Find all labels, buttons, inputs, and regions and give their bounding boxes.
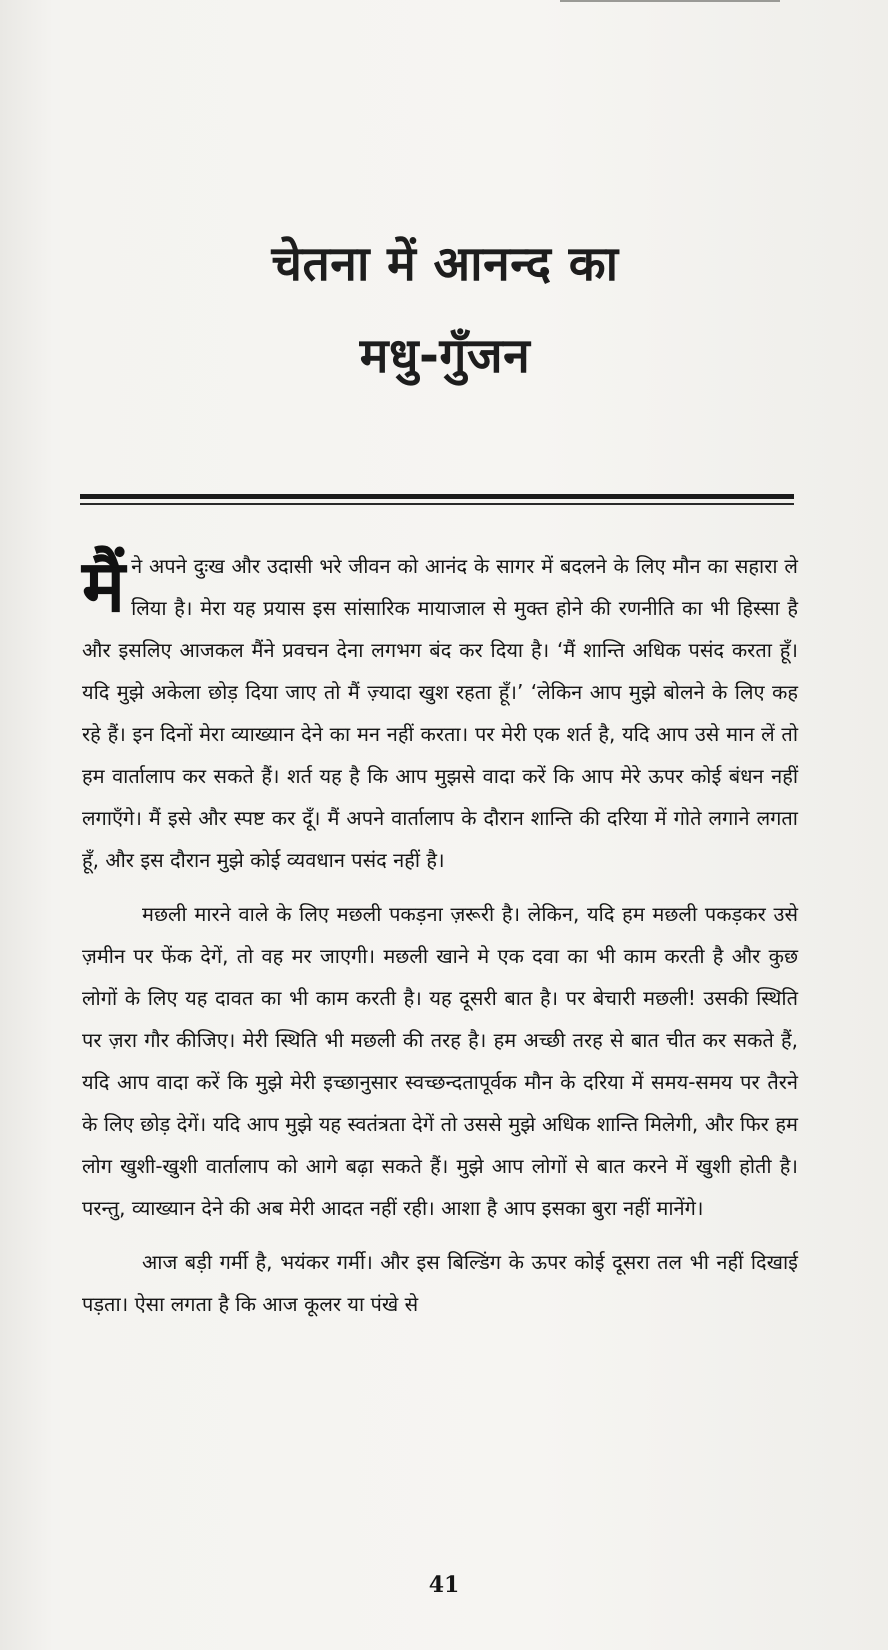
paragraph-1-text: ने अपने दुःख और उदासी भरे जीवन को आनंद के सागर में बदलने के लिए मौन का सहारा ले लिया है। मेरा यह प्रयास इस सांसारिक मायाजाल से मुक्त होने की रणनीति का भी हिस्सा है और इसलिए आजकल मैंने प्रवचन देना लगभग बंद कर दिया है। ‘मैं शान्ति अधिक पसंद करता हूँ। यदि मुझे अकेला छोड़ दिया जाए तो मैं ज़्यादा खुश रहता हूँ।’ ‘लेकिन आप मुझे बोलने के लिए कह रहे हैं। इन दिनों मेरा व्याख्यान देने का मन नहीं करता। पर मेरी एक शर्त है, यदि आप उसे मान लें तो हम वार्तालाप कर सकते हैं। शर्त यह है कि आप मुझसे वादा करें कि आप मेरे ऊपर कोई बंधन नहीं लगाएँगे। मैं इसे और स्पष्ट कर दूँ। मैं अपने वार्तालाप के दौरान शान्ति की दरिया में गोते लगाने लगता हूँ, और इस दौरान मुझे कोई व्यवधान पसंद नहीं है। xyxy=(82,554,798,872)
page-number: 41 xyxy=(428,1572,460,1598)
paragraph-3: आज बड़ी गर्मी है, भयंकर गर्मी। और इस बिल्डिंग के ऊपर कोई दूसरा तल भी नहीं दिखाई पड़ता। ऐसा लगता है कि आज कूलर या पंखे से xyxy=(82,1250,798,1316)
chapter-body xyxy=(82,545,798,1337)
title-divider-thick xyxy=(80,494,794,499)
chapter-title-line-2: मधु-गुँजन xyxy=(359,328,531,384)
chapter-title-line-1: चेतना में आनन्द का xyxy=(271,236,619,292)
drop-cap: मैं xyxy=(82,544,126,628)
page-top-edge xyxy=(560,0,780,2)
paragraph-2: मछली मारने वाले के लिए मछली पकड़ना ज़रूरी है। लेकिन, यदि हम मछली पकड़कर उसे ज़मीन पर फेंक देगें, तो वह मर जाएगी। मछली खाने मे एक दवा का भी काम करती है और कुछ लोगों के लिए यह दावत का भी काम करती है। यह दूसरी बात है। पर बेचारी मछली! उसकी स्थिति पर ज़रा गौर कीजिए। मेरी स्थिति भी मछली की तरह है। हम अच्छी तरह से बात चीत कर सकते हैं, यदि आप वादा करें कि मुझे मेरी इच्छानुसार स्वच्छन्दतापूर्वक मौन के दरिया में समय-समय पर तैरने के लिए छोड़ देगें। यदि आप मुझे यह स्वतंत्रता देगें तो उससे मुझे अधिक शान्ति मिलेगी, और फिर हम लोग खुशी-खुशी वार्तालाप को आगे बढ़ा सकते हैं। मुझे आप लोगों से बात करने में खुशी होती है। परन्तु, व्याख्यान देने की अब मेरी आदत नहीं रही। आशा है आप इसका बुरा नहीं मानेंगे। xyxy=(82,902,798,1220)
paragraph-1 xyxy=(82,545,798,881)
title-divider-thin xyxy=(80,503,794,505)
chapter-title xyxy=(100,218,790,402)
